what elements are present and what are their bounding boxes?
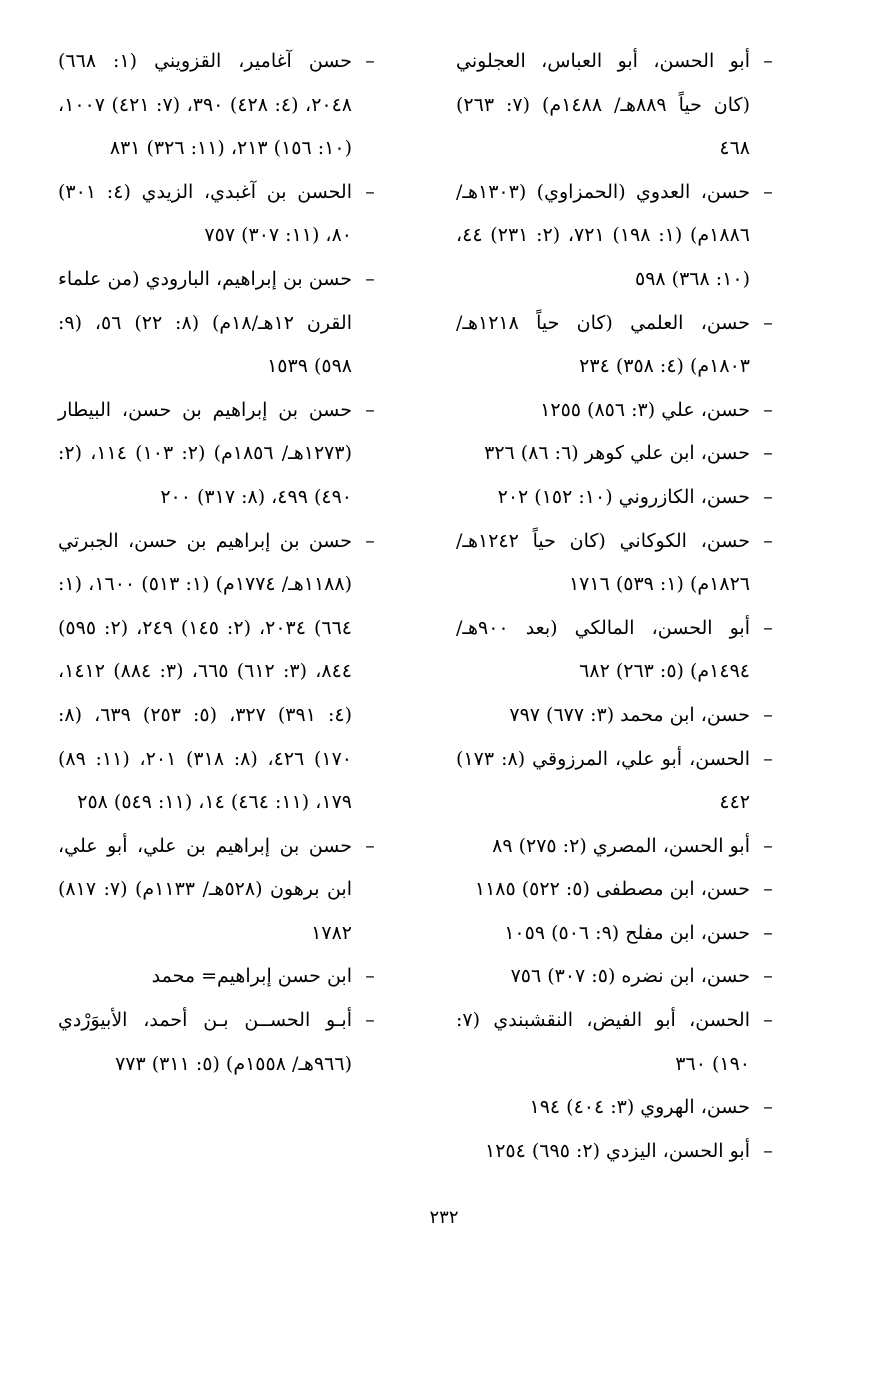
index-entry [58,825,378,956]
entry-text: حسن، العلمي (كان حياً ١٢١٨هـ/ ١٨٠٣م) (٤: ٣٥٨) ٢٣٤ [456,311,750,378]
entry-text: حسن، الهروي (٣: ٤٠٤) ١٩٤ [529,1096,750,1119]
entry-dash: – [763,878,773,901]
index-entry [456,868,776,912]
index-entry [456,955,776,999]
left-column [58,40,378,1086]
entry-dash: – [763,616,773,639]
entry-text: حسن، الكوكاني (كان حياً ١٢٤٢هـ/ ١٨٢٦م) (١: ٥٣٩) ١٧١٦ [456,529,750,596]
entry-text: حسن، علي (٣: ٨٥٦) ١٢٥٥ [540,398,750,421]
entry-dash: – [763,311,773,334]
entry-dash: – [763,50,773,72]
index-entry [456,912,776,956]
entry-dash: – [763,180,773,203]
entry-dash: – [763,1139,773,1162]
entry-text: أبو الحسن، أبو العباس، العجلوني (كان حياً ٨٨٩هـ/ ١٤٨٨م) (٧: ٢٦٣) ٤٦٨ [456,50,750,160]
entry-dash: – [763,703,773,726]
entry-text: حسن، ابن علي كوهر (٦: ٨٦) ٣٢٦ [484,442,750,465]
index-entry [456,1130,776,1174]
index-entry [58,389,378,520]
entry-text: أبو الحسن، المصري (٢: ٢٧٥) ٨٩ [492,834,750,857]
index-entry [58,40,378,171]
entry-dash: – [763,965,773,988]
index-entry [58,258,378,389]
entry-dash: – [365,267,375,290]
entry-text: حسن آغامير، القزويني (١: ٦٦٨) ٢٠٤٨، (٤: ٤٢٨) ٣٩٠، (٧: ٤٢١) ١٠٠٧، (١٠: ١٥٦) ٢١٣، (١١: ٣٢٦) ٨٣١ [58,50,353,160]
entry-text: حسن، ابن مصطفى (٥: ٥٢٢) ١١٨٥ [474,878,750,901]
entry-text: حسن بن إبراهيم بن حسن، الجبرتي (١١٨٨هـ/ ١٧٧٤م) (١: ٥١٣) ١٦٠٠، (١: ٦٦٤) ٢٠٣٤، (٢: ١٤٥) ٢٤٩، (٢: ٥٩٥) ٨٤٤، (٣: ٦١٢) ٦٦٥، (٣: ٨٨٤) ١٤١٢، (٤: ٣٩١) ٣٢٧، (٥: ٢٥٣) ٦٣٩، (٨: ١٧٠) ٤٢٦، (٨: ٣١٨) ٢٠١، (١١: ٨٩) ١٧٩، (١١: ٤٦٤) ١٤، (١١: ٥٤٩) ٢٥٨ [58,529,353,814]
right-column [456,40,776,1173]
entry-text: أبو الحسن، اليزدي (٢: ٦٩٥) ١٢٥٤ [485,1139,750,1162]
entry-dash: – [365,398,375,421]
entry-dash: – [763,398,773,421]
index-entry [456,694,776,738]
entry-text: حسن، ابن محمد (٣: ٦٧٧) ٧٩٧ [509,703,750,726]
entry-dash: – [365,834,375,857]
entry-text: أبـو الحســن بـن أحمد، الأبيوَرْدي (٩٦٦هـ/ ١٥٥٨م) (٥: ٣١١) ٧٧٣ [58,1009,352,1075]
index-entry [456,520,776,607]
entry-dash: – [365,50,375,72]
index-page [58,40,776,1240]
entry-dash: – [365,1009,375,1032]
entry-dash: – [763,485,773,508]
entry-text: الحسن بن آغبدي، الزيدي (٤: ٣٠١) ٨٠، (١١: ٣٠٧) ٧٥٧ [58,180,352,247]
index-entry [456,476,776,520]
index-entry [456,738,776,825]
index-entry [456,999,776,1086]
index-entry [456,607,776,694]
index-entry [58,999,378,1086]
index-entry [456,825,776,869]
entry-text: الحسن، أبو الفيض، النقشبندي (٧: ١٩٠) ٣٦٠ [456,1009,750,1075]
index-entry [58,955,378,999]
index-entry [456,1086,776,1130]
entry-text: الحسن، أبو علي، المرزوقي (٨: ١٧٣) ٤٤٢ [456,747,750,814]
entry-dash: – [763,834,773,857]
entry-text: ابن حسن إبراهيم= محمد [151,965,352,988]
entry-dash: – [763,747,773,770]
entry-text: حسن، ابن مفلح (٩: ٥٠٦) ١٠٥٩ [504,921,750,944]
entry-dash: – [365,529,375,552]
index-entry [456,302,776,389]
index-entry [58,171,378,258]
entry-text: أبو الحسن، المالكي (بعد ٩٠٠هـ/ ١٤٩٤م) (٥: ٢٦٣) ٦٨٢ [456,616,750,683]
entry-dash: – [365,965,375,988]
entry-dash: – [763,1009,773,1032]
entry-dash: – [763,529,773,552]
entry-text: حسن، ابن نضره (٥: ٣٠٧) ٧٥٦ [510,965,750,988]
entry-dash: – [763,921,773,944]
entry-dash: – [763,442,773,465]
entry-text: حسن، العدوي (الحمزاوي) (١٣٠٣هـ/ ١٨٨٦م) (١: ١٩٨) ٧٢١، (٢: ٢٣١) ٤٤، (١٠: ٣٦٨) ٥٩٨ [456,180,750,290]
page-number: ٢٣٢ [429,1207,459,1228]
index-entry [456,171,776,302]
entry-dash: – [763,1096,773,1119]
entry-text: حسن بن إبراهيم بن حسن، البيطار (١٢٧٣هـ/ ١٨٥٦م) (٢: ١٠٣) ١١٤، (٢: ٤٩٠) ٤٩٩، (٨: ٣١٧) ٢٠٠ [58,398,352,508]
index-entry [58,520,378,825]
index-entry [456,40,776,171]
entry-dash: – [365,180,375,203]
index-entry [456,389,776,433]
entry-text: حسن بن إبراهيم، البارودي (من علماء القرن ١٢هـ/١٨م) (٨: ٢٢) ٥٦، (٩: ٥٩٨) ١٥٣٩ [58,267,352,378]
index-entry [456,432,776,476]
entry-text: حسن، الكازروني (١٠: ١٥٢) ٢٠٢ [497,485,750,508]
entry-text: حسن بن إبراهيم بن علي، أبو علي، ابن برهون (٥٢٨هـ/ ١١٣٣م) (٧: ٨١٧) ١٧٨٢ [58,834,352,944]
